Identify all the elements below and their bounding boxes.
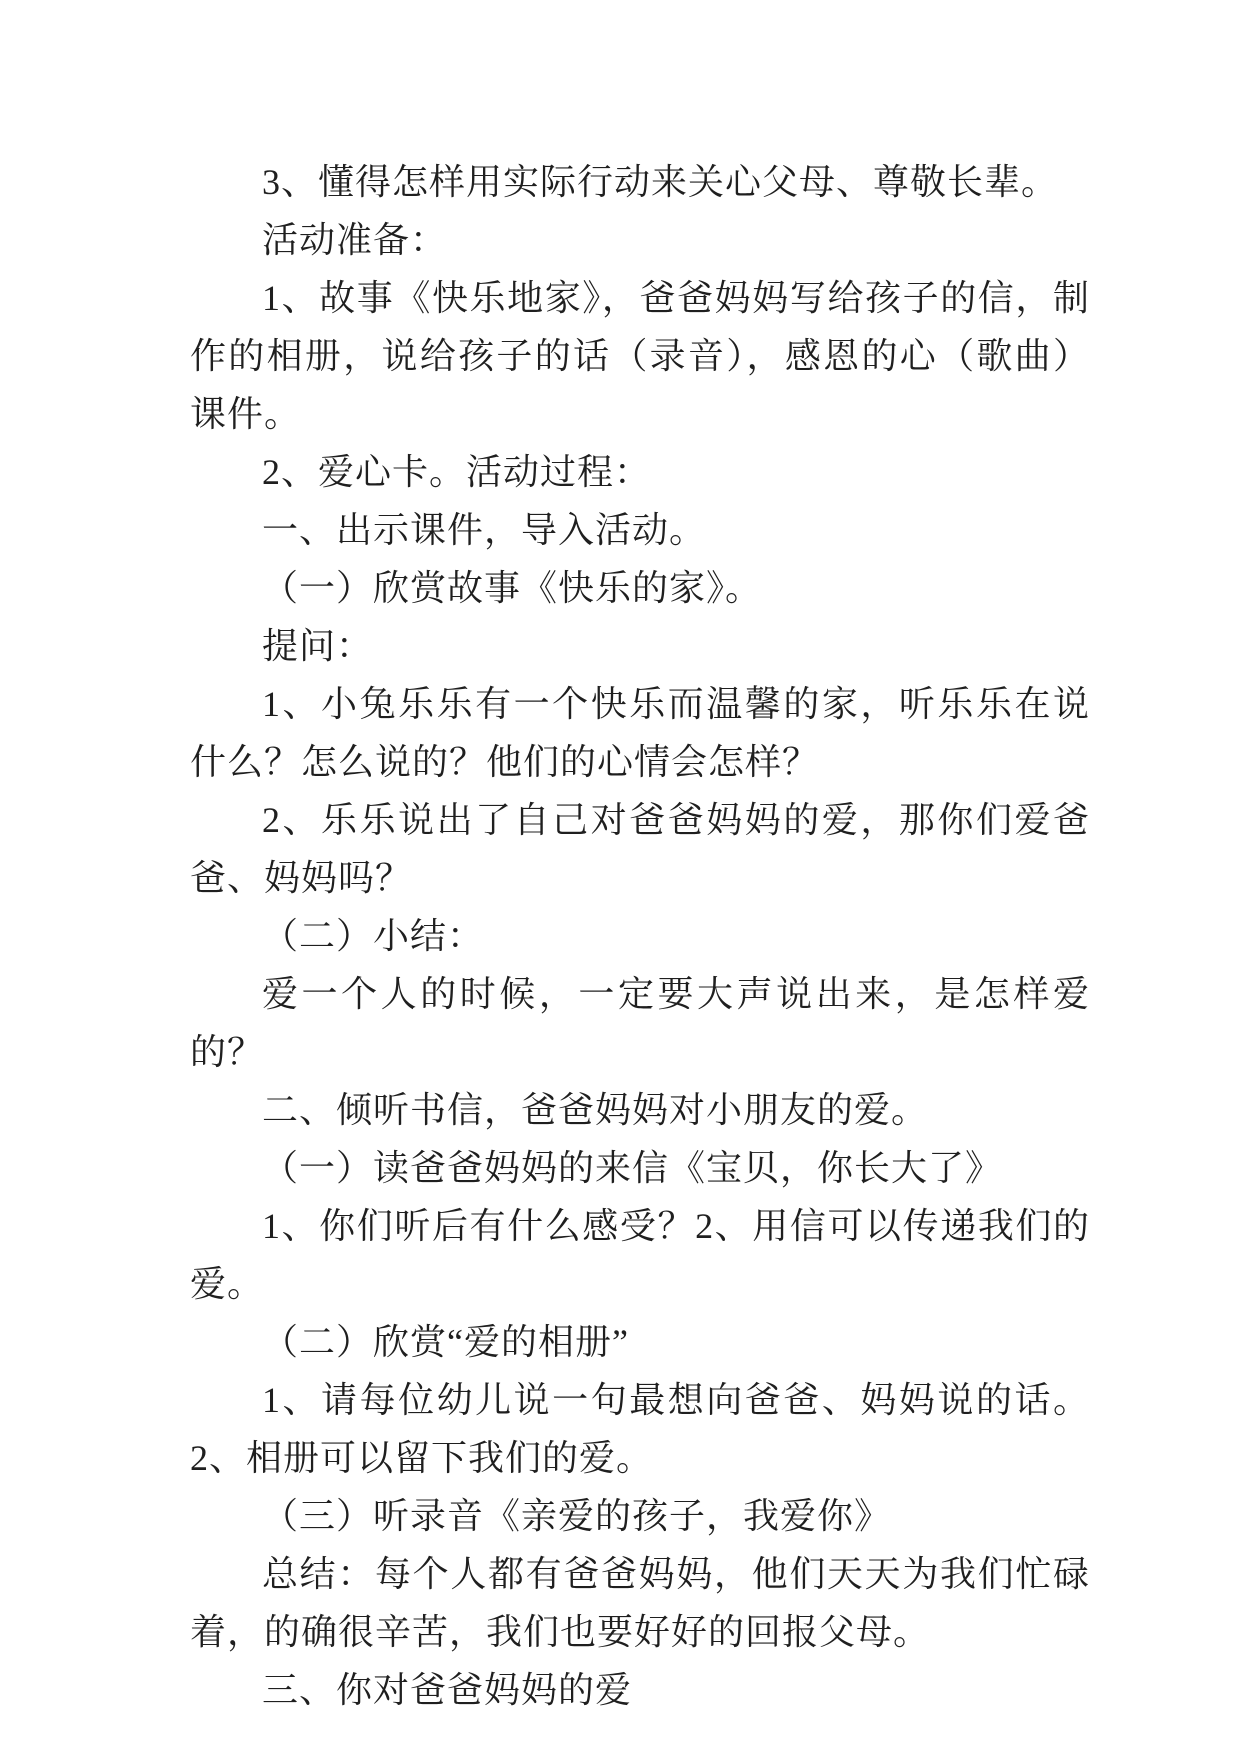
paragraph: （二）小结： xyxy=(262,916,485,956)
paragraph: 3、懂得怎样用实际行动来关心父母、尊敬长辈。 xyxy=(262,162,1059,202)
paragraph: 1、小兔乐乐有一个快乐而温馨的家，听乐乐在说什么？怎么说的？他们的心情会怎样？ xyxy=(190,684,1090,782)
paragraph: （一）读爸爸妈妈的来信《宝贝，你长大了》 xyxy=(262,1148,1003,1188)
paragraph: （二）欣赏“爱的相册” xyxy=(262,1322,629,1362)
paragraph: 三、你对爸爸妈妈的爱 xyxy=(262,1670,633,1710)
paragraph: 2、乐乐说出了自己对爸爸妈妈的爱，那你们爱爸爸、妈妈吗？ xyxy=(190,800,1090,898)
paragraph: 活动准备： xyxy=(262,220,448,260)
paragraph: （三）听录音《亲爱的孩子，我爱你》 xyxy=(262,1496,892,1536)
paragraph: 一、出示课件，导入活动。 xyxy=(262,510,707,550)
document-body xyxy=(190,153,1090,1719)
paragraph: 2、爱心卡。活动过程： xyxy=(262,452,652,492)
paragraph: 二、倾听书信，爸爸妈妈对小朋友的爱。 xyxy=(262,1090,929,1130)
paragraph: （一）欣赏故事《快乐的家》。 xyxy=(262,568,763,608)
paragraph: 爱一个人的时候，一定要大声说出来，是怎样爱的？ xyxy=(190,974,1090,1072)
paragraph: 1、你们听后有什么感受？2、用信可以传递我们的爱。 xyxy=(190,1206,1090,1304)
paragraph: 提问： xyxy=(262,626,374,666)
paragraph: 总结：每个人都有爸爸妈妈，他们天天为我们忙碌着，的确很辛苦，我们也要好好的回报父母。 xyxy=(190,1554,1090,1652)
paragraph: 1、故事《快乐地家》，爸爸妈妈写给孩子的信，制作的相册，说给孩子的话（录音），感恩的心（歌曲）课件。 xyxy=(190,278,1090,434)
paragraph: 1、请每位幼儿说一句最想向爸爸、妈妈说的话。 2、相册可以留下我们的爱。 xyxy=(190,1380,1090,1478)
